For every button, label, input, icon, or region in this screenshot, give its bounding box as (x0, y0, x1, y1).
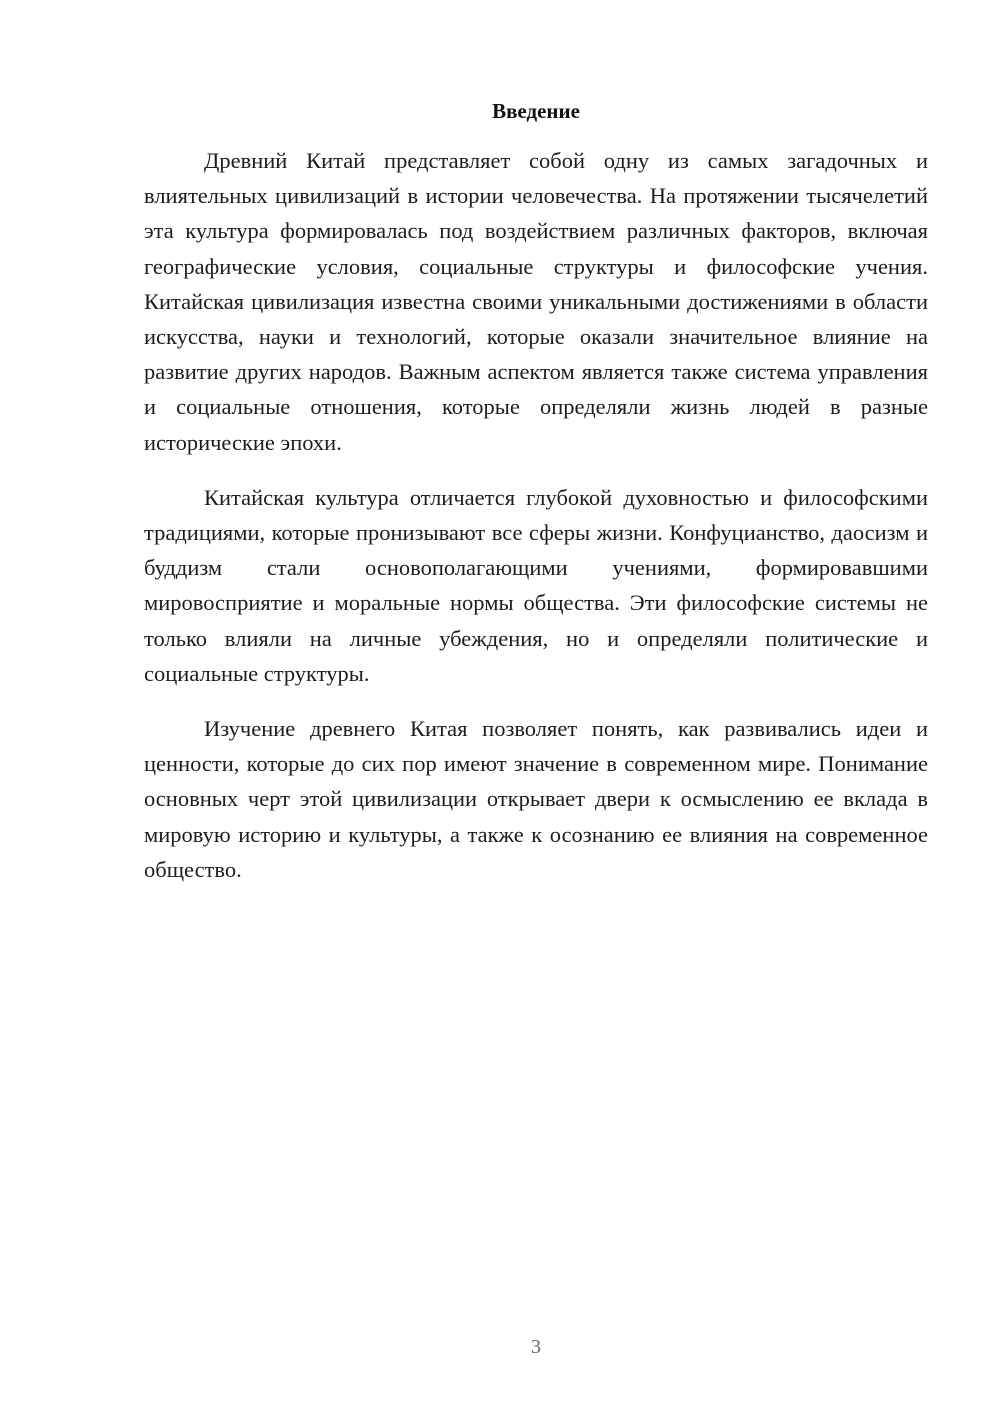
page-number: 3 (531, 1336, 541, 1358)
paragraph-3: Изучение древнего Китая позволяет понять, как развивались идеи и ценности, которые до сих пор имеют значение в современном мире. Понимание основных черт этой цивилизации открывает двери к осмыслению ее вклада в мировую историю и культуры, а также к осознанию ее влияния на современное общество. (144, 716, 928, 882)
paragraph-1: Древний Китай представляет собой одну из самых загадочных и влиятельных цивилизаций в истории человечества. На протяжении тысячелетий эта культура формировалась под воздействием различных факторов, включая географические условия, социальные структуры и философские учения. Китайская цивилизация известна своими уникальными достижениями в области искусства, науки и технологий, которые оказали значительное влияние на развитие других народов. Важным аспектом является также система управления и социальные отношения, которые определяли жизнь людей в разные исторические эпохи. (144, 148, 928, 455)
section-heading: Введение (492, 99, 580, 123)
paragraph-2: Китайская культура отличается глубокой духовностью и философскими традициями, которые пронизывают все сферы жизни. Конфуцианство, даосизм и буддизм стали основополагающими учениями, формировавшими мировосприятие и моральные нормы общества. Эти философские системы не только влияли на личные убеждения, но и определяли политические и социальные структуры. (144, 484, 928, 686)
body-text (144, 143, 928, 887)
